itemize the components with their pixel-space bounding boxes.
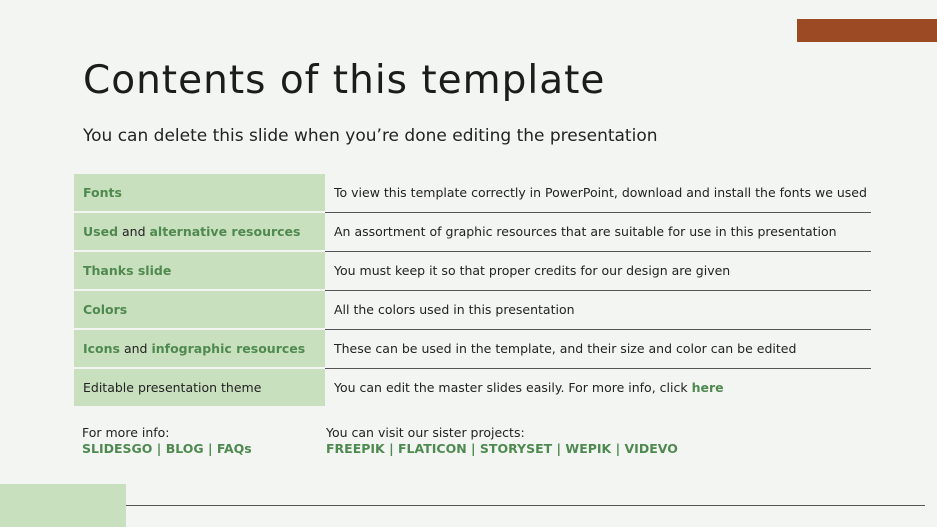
row-label (74, 329, 325, 368)
table-row (74, 290, 871, 329)
row-label-text: Icons (83, 341, 120, 356)
row-description (325, 329, 871, 368)
row-description (325, 290, 871, 329)
table-row (74, 251, 871, 290)
row-description (325, 368, 871, 406)
row-label-text: Editable presentation theme (83, 380, 262, 395)
row-label-text: and (118, 224, 150, 239)
accent-bar (797, 19, 937, 42)
row-label (74, 251, 325, 290)
slide-title: Contents of this template (83, 58, 606, 103)
row-label (74, 212, 325, 251)
sister-projects-heading: You can visit our sister projects: (326, 425, 525, 440)
table-row (74, 368, 871, 406)
row-label-text: and (120, 341, 152, 356)
more-info-heading: For more info: (82, 425, 170, 440)
contents-table (74, 174, 871, 406)
row-description (325, 251, 871, 290)
row-description-text[interactable]: here (691, 379, 724, 395)
row-label (74, 174, 325, 212)
table-row (74, 329, 871, 368)
row-label (74, 368, 325, 406)
sister-projects-links[interactable]: FREEPIK | FLATICON | STORYSET | WEPIK | VIDEVO (326, 441, 678, 456)
row-description-text: An assortment of graphic resources that are suitable for use in this presentation (334, 224, 837, 239)
slide-subtitle: You can delete this slide when you’re done editing the presentation (83, 126, 658, 146)
row-description-text: These can be used in the template, and their size and color can be edited (334, 341, 797, 356)
bottom-divider (126, 505, 925, 506)
row-description-text: You must keep it so that proper credits for our design are given (334, 263, 731, 278)
row-description (325, 212, 871, 251)
row-label (74, 290, 325, 329)
row-label-text: Colors (83, 302, 128, 317)
row-description-text: All the colors used in this presentation (334, 302, 575, 317)
row-label-text: Thanks slide (83, 263, 172, 278)
more-info-links[interactable]: SLIDESGO | BLOG | FAQs (82, 441, 252, 456)
row-description (325, 174, 871, 212)
row-label-text: Fonts (83, 185, 122, 200)
sister-projects-block (326, 425, 678, 457)
table-row (74, 212, 871, 251)
row-description-text: To view this template correctly in PowerPoint, download and install the fonts we used (334, 185, 867, 201)
row-label-text: alternative resources (149, 224, 301, 239)
row-description-text: You can edit the master slides easily. For more info, click (334, 379, 692, 395)
row-label-text: infographic resources (151, 341, 306, 356)
row-label-text: Used (83, 224, 119, 239)
more-info-block (82, 425, 252, 457)
corner-green-block (0, 484, 126, 527)
table-row (74, 174, 871, 212)
